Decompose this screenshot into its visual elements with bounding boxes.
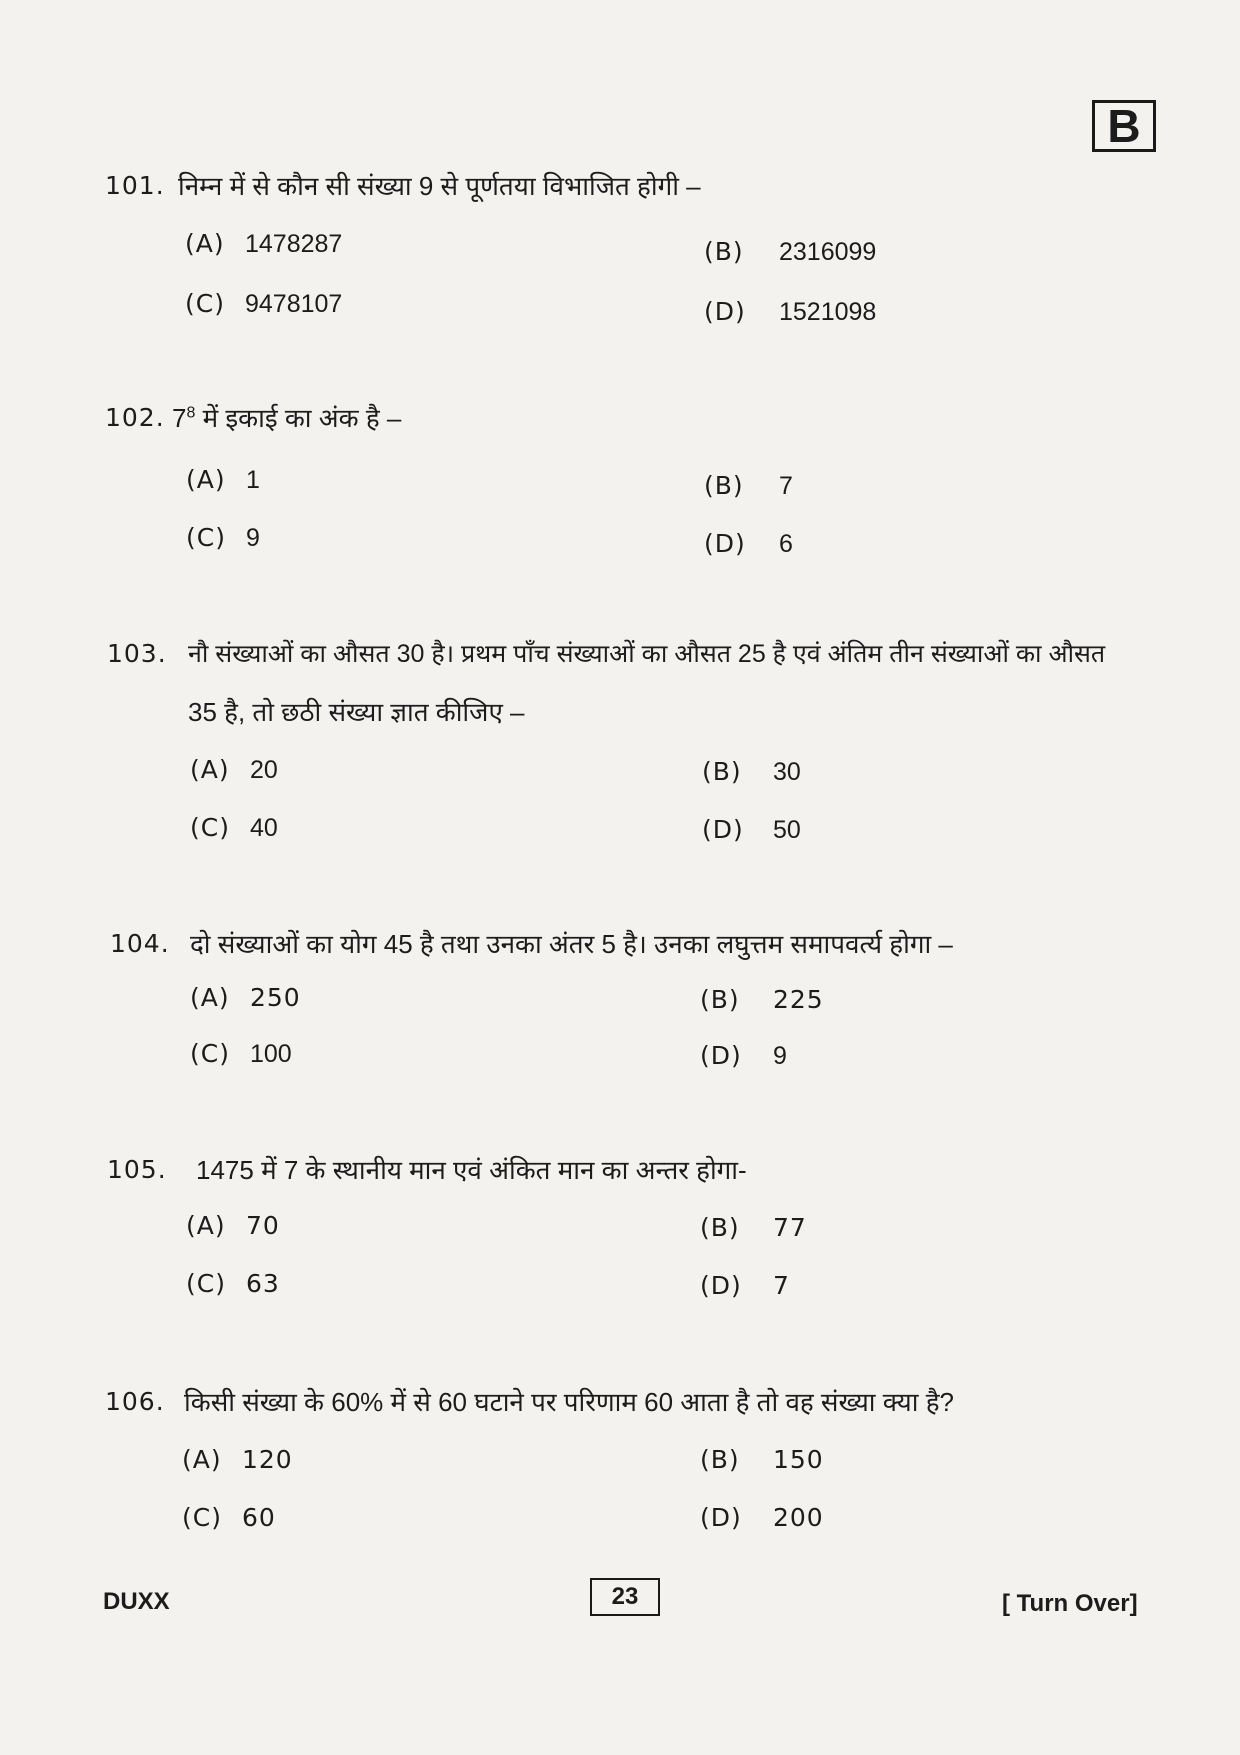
option-a <box>182 1444 293 1476</box>
option-a <box>190 982 301 1014</box>
option-value: 1521098 <box>779 298 877 326</box>
option-label: (B) <box>700 1445 740 1474</box>
option-a <box>186 464 260 496</box>
option-label: (D) <box>704 297 746 326</box>
question-number: 101. <box>105 171 165 200</box>
option-label: (C) <box>190 813 230 842</box>
option-value: 250 <box>250 983 301 1012</box>
option-value: 63 <box>246 1269 280 1298</box>
option-value: 7 <box>779 472 793 500</box>
option-label: (B) <box>700 985 740 1014</box>
option-b <box>700 1212 807 1244</box>
option-label: (B) <box>702 757 742 786</box>
option-label: (B) <box>700 1213 740 1242</box>
option-value: 7 <box>773 1271 790 1300</box>
option-a <box>190 754 278 786</box>
question-number: 102. <box>105 403 165 432</box>
question-text: नौ संख्याओं का औसत 30 है। प्रथम पाँच संख्याओं का औसत 25 है एवं अंतिम तीन संख्याओं का औसत <box>188 640 1106 668</box>
question-number: 103. <box>107 639 167 668</box>
option-value: 40 <box>250 814 278 842</box>
option-value: 200 <box>773 1503 824 1532</box>
option-value: 150 <box>773 1445 824 1474</box>
option-label: (D) <box>702 815 744 844</box>
option-label: (C) <box>186 1269 226 1298</box>
question-text-line2: 35 है, तो छठी संख्या ज्ञात कीजिए – <box>188 697 525 727</box>
option-label: (A) <box>186 1211 226 1240</box>
option-b <box>704 470 793 502</box>
option-b <box>700 1444 824 1476</box>
option-c <box>190 1038 292 1070</box>
option-d <box>700 1270 790 1302</box>
option-c <box>186 522 260 554</box>
option-value: 225 <box>773 985 824 1014</box>
option-d <box>702 814 801 846</box>
option-label: (A) <box>182 1445 222 1474</box>
option-label: (C) <box>186 523 226 552</box>
option-value: 20 <box>250 756 278 784</box>
option-b <box>704 236 876 268</box>
option-label: (A) <box>185 229 225 258</box>
option-label: (D) <box>700 1271 742 1300</box>
option-label: (D) <box>700 1503 742 1532</box>
booklet-code: DUXX <box>103 1588 170 1615</box>
option-d <box>704 296 876 328</box>
power-exponent: 8 <box>186 404 196 422</box>
question-text: किसी संख्या के 60% में से 60 घटाने पर परिणाम 60 आता है तो वह संख्या क्या है? <box>184 1387 954 1417</box>
option-value: 1 <box>246 466 260 494</box>
option-value: 30 <box>773 758 801 786</box>
power-base: 7 <box>172 403 187 433</box>
question-text: निम्न में से कौन सी संख्या 9 से पूर्णतया विभाजित होगी – <box>178 171 701 201</box>
option-label: (C) <box>182 1503 222 1532</box>
option-c <box>185 288 342 320</box>
turn-over-note: [ Turn Over] <box>1002 1590 1138 1617</box>
option-label: (A) <box>186 465 226 494</box>
question-number: 105. <box>107 1155 167 1184</box>
option-value: 2316099 <box>779 238 877 266</box>
option-c <box>186 1268 280 1300</box>
option-value: 9 <box>246 524 260 552</box>
page-number: 23 <box>590 1578 660 1616</box>
option-label: (B) <box>704 471 744 500</box>
option-a <box>185 228 342 260</box>
option-d <box>704 528 793 560</box>
option-value: 100 <box>250 1040 292 1068</box>
question-number: 106. <box>105 1387 165 1416</box>
option-a <box>186 1210 280 1242</box>
option-value: 1478287 <box>245 230 343 258</box>
option-b <box>700 984 824 1016</box>
booklet-set-label: B <box>1092 100 1156 152</box>
question-text: 1475 में 7 के स्थानीय मान एवं अंकित मान का अन्तर होगा- <box>196 1155 747 1185</box>
question-text-body: में इकाई का अंक है – <box>202 403 402 433</box>
question-text <box>172 402 1152 434</box>
option-b <box>702 756 801 788</box>
option-label: (D) <box>704 529 746 558</box>
option-value: 70 <box>246 1211 280 1240</box>
option-label: (C) <box>185 289 225 318</box>
option-value: 77 <box>773 1213 807 1242</box>
option-value: 9478107 <box>245 290 343 318</box>
option-d <box>700 1502 824 1534</box>
option-label: (D) <box>700 1041 742 1070</box>
option-value: 60 <box>242 1503 276 1532</box>
option-c <box>182 1502 276 1534</box>
question-number: 104. <box>110 929 170 958</box>
option-value: 50 <box>773 816 801 844</box>
option-label: (A) <box>190 983 230 1012</box>
option-c <box>190 812 278 844</box>
option-label: (A) <box>190 755 230 784</box>
option-label: (C) <box>190 1039 230 1068</box>
option-value: 120 <box>242 1445 293 1474</box>
option-value: 9 <box>773 1042 787 1070</box>
option-value: 6 <box>779 530 793 558</box>
option-d <box>700 1040 787 1072</box>
option-label: (B) <box>704 237 744 266</box>
question-text: दो संख्याओं का योग 45 है तथा उनका अंतर 5 है। उनका लघुत्तम समापवर्त्य होगा – <box>190 929 953 959</box>
